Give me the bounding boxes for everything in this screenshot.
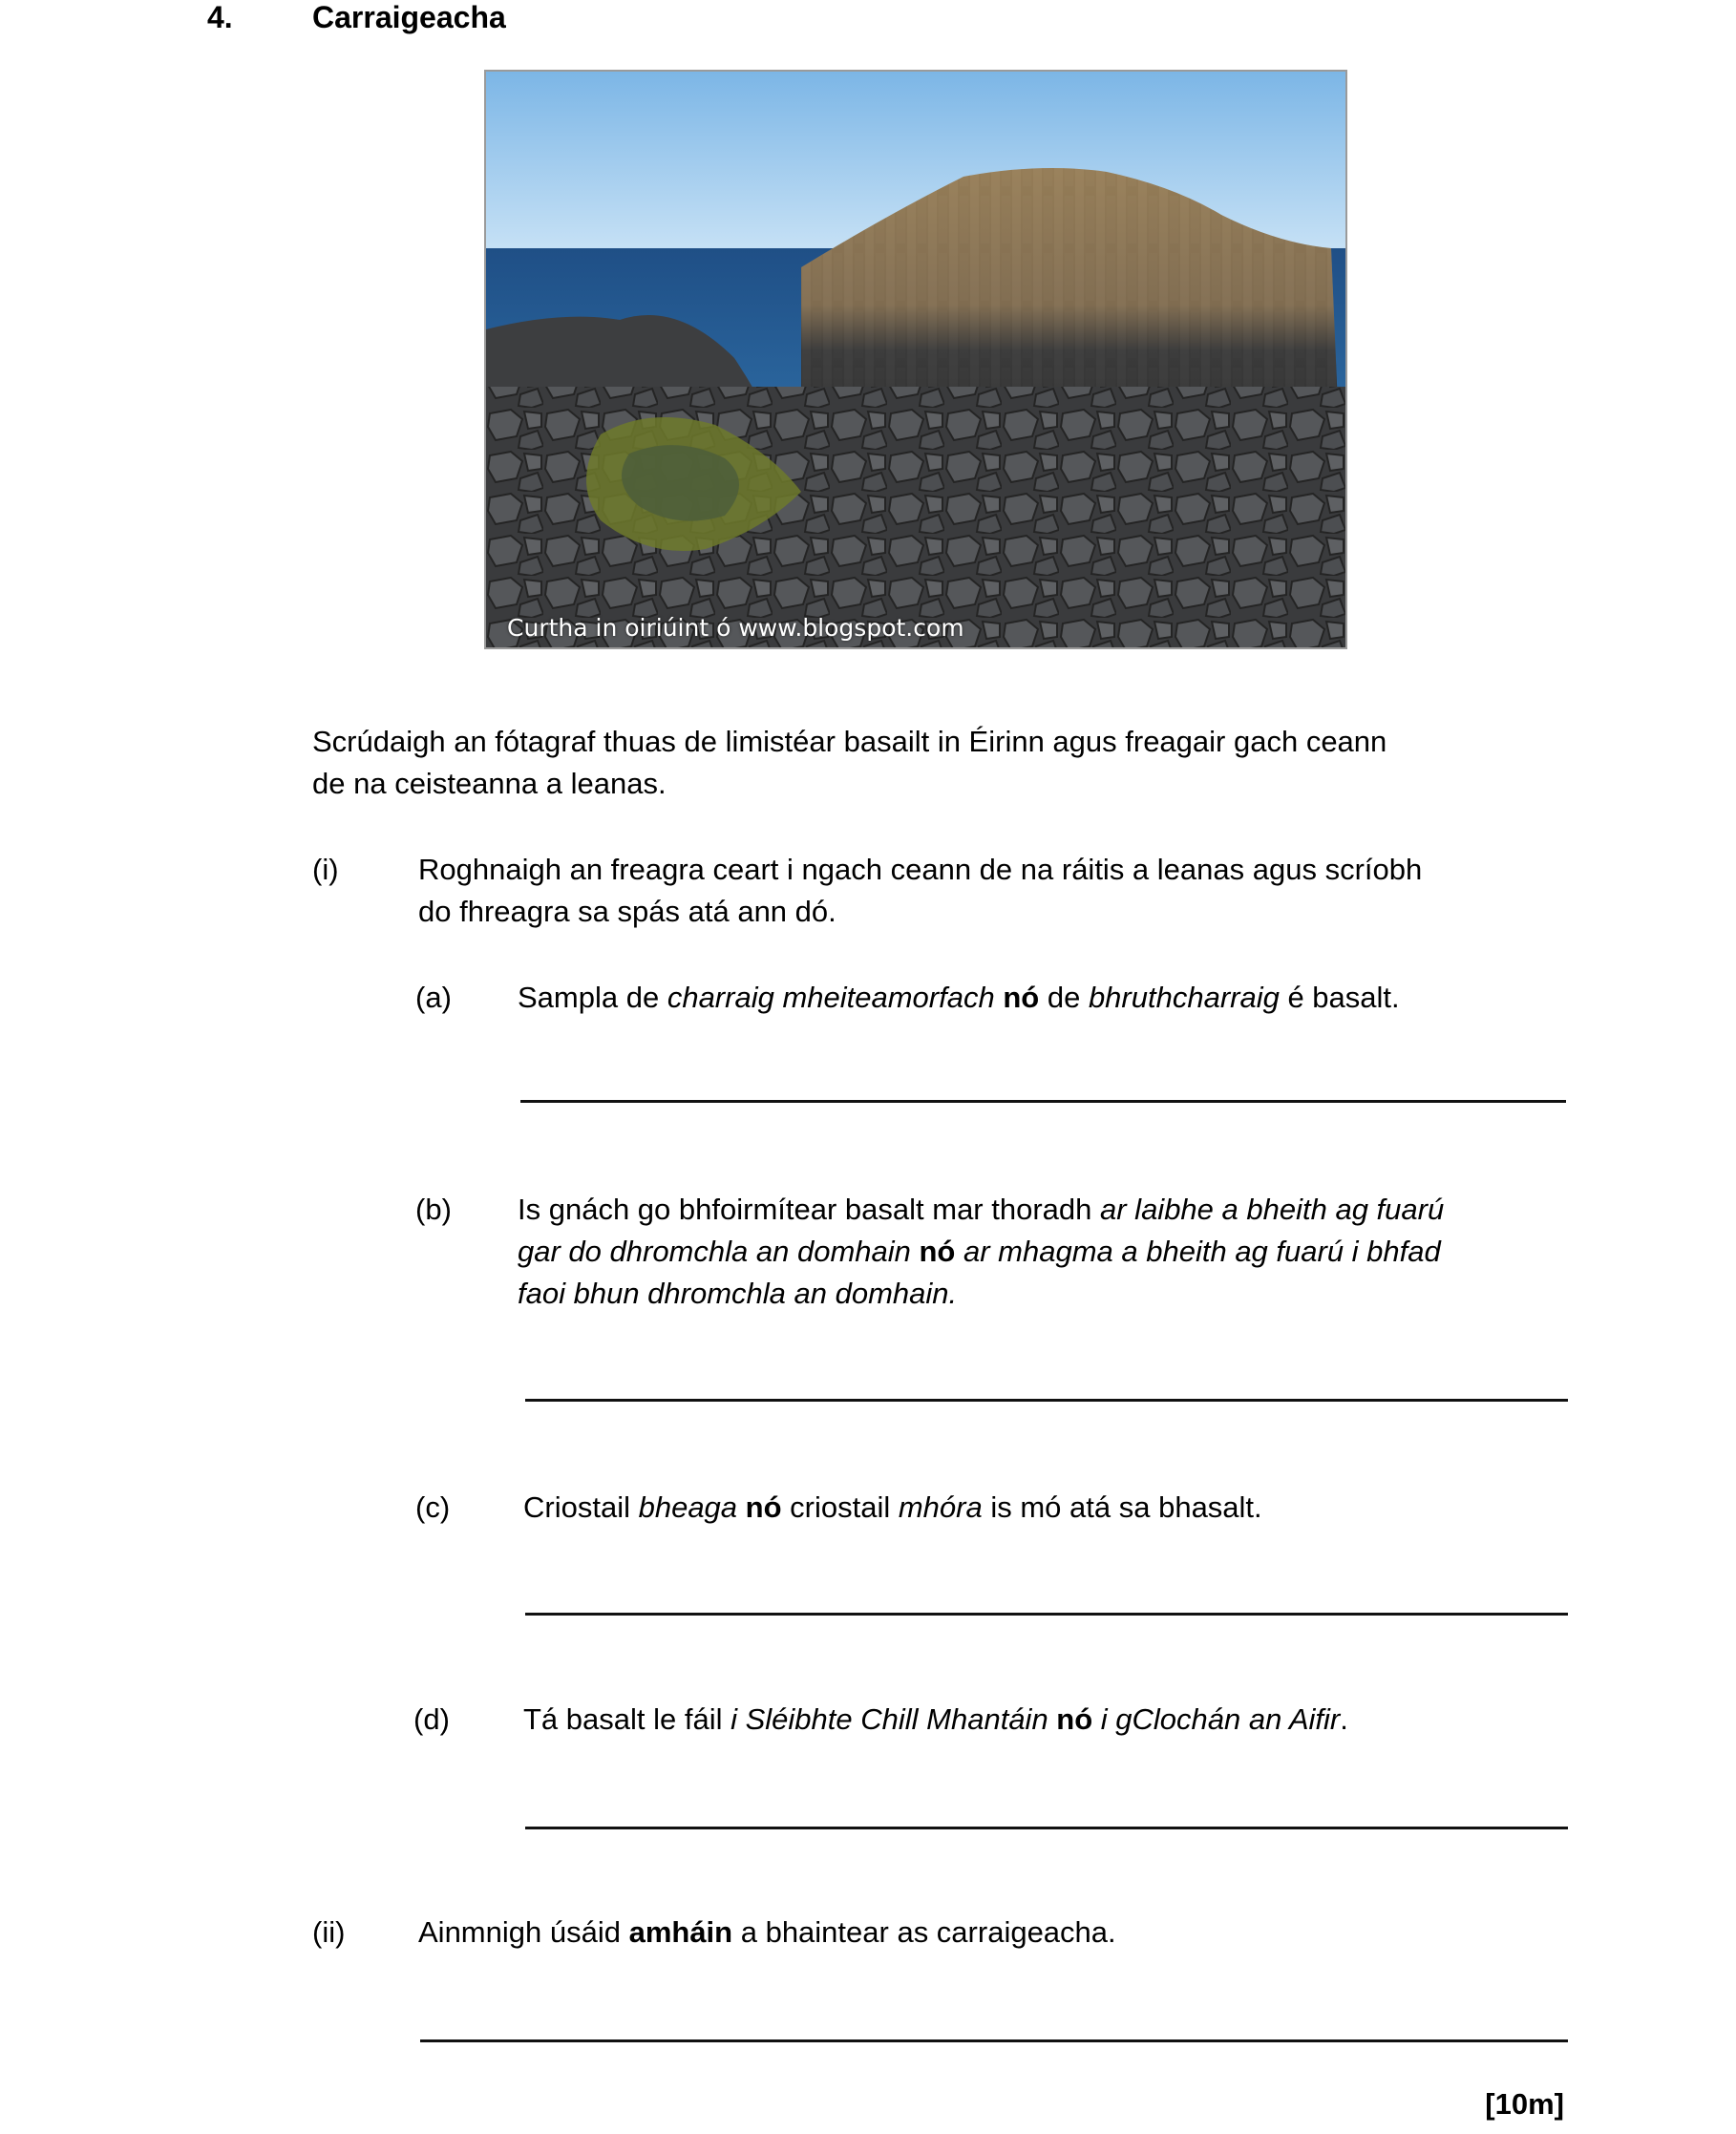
answer-line-c[interactable]	[525, 1613, 1568, 1616]
marks-label: [10m]	[1485, 2087, 1564, 2121]
part-i-label: (i)	[312, 853, 339, 886]
item-b-text: Is gnách go bhfoirmítear basalt mar thoradh	[518, 1193, 1100, 1226]
basalt-columns-image	[486, 72, 1345, 647]
item-a-or: nó	[994, 981, 1048, 1014]
item-a-option-2: bhruthcharraig	[1088, 981, 1280, 1014]
question-title: Carraigeacha	[312, 0, 506, 34]
item-c-statement	[523, 1487, 1262, 1529]
item-c-option-2: mhóra	[898, 1490, 983, 1524]
item-a-text: é basalt.	[1279, 981, 1400, 1014]
item-a-statement	[518, 977, 1400, 1019]
part-i-line-2: do fhreagra sa spás atá ann dó.	[418, 895, 836, 928]
part-ii-text: a bhaintear as carraigeacha.	[732, 1915, 1116, 1949]
item-c-text: criostail	[790, 1490, 899, 1524]
photo-credit: Curtha in oiriúint ó www.blogspot.com	[507, 614, 964, 642]
item-d-option-1: i Sléibhte Chill Mhantáin	[730, 1702, 1048, 1736]
item-b-option-1: ar laibhe a bheith ag fuarú	[1100, 1193, 1445, 1226]
item-a-label: (a)	[415, 981, 452, 1014]
item-b-label: (b)	[415, 1193, 452, 1226]
basalt-photo	[484, 70, 1347, 649]
part-ii-emphasis: amháin	[628, 1915, 733, 1949]
item-b-line-2	[518, 1231, 1441, 1273]
item-b-line-1	[518, 1189, 1444, 1231]
part-i-line-1: Roghnaigh an freagra ceart i ngach ceann de na ráitis a leanas agus scríobh	[418, 853, 1423, 886]
item-d-or: nó	[1048, 1702, 1101, 1736]
item-b-option-1-cont: gar do dhromchla an domhain	[518, 1235, 911, 1268]
item-c-label: (c)	[415, 1490, 451, 1524]
item-b-or: nó	[910, 1235, 963, 1268]
item-d-text: .	[1340, 1702, 1348, 1736]
answer-line-b[interactable]	[525, 1399, 1568, 1402]
item-d-statement	[523, 1699, 1348, 1741]
item-a-text: Sampla de	[518, 981, 667, 1014]
answer-line-ii[interactable]	[420, 2039, 1568, 2042]
item-a-text: de	[1047, 981, 1089, 1014]
item-d-label: (d)	[413, 1702, 450, 1736]
intro-line-2: de na ceisteanna a leanas.	[312, 767, 667, 800]
item-d-option-2: i gClochán an Aifir	[1100, 1702, 1341, 1736]
item-c-text: is mó atá sa bhasalt.	[982, 1490, 1262, 1524]
item-c-or: nó	[737, 1490, 791, 1524]
item-c-option-1: bheaga	[638, 1490, 738, 1524]
item-a-option-1: charraig mheiteamorfach	[667, 981, 995, 1014]
intro-line-1: Scrúdaigh an fótagraf thuas de limistéar basailt in Éirinn agus freagair gach ceann	[312, 725, 1387, 758]
answer-line-d[interactable]	[525, 1827, 1568, 1829]
item-b-option-2: ar mhagma a bheith ag fuarú i bhfad	[963, 1235, 1441, 1268]
part-ii-statement	[418, 1912, 1116, 1954]
answer-line-a[interactable]	[520, 1100, 1566, 1103]
item-b-line-3	[518, 1273, 957, 1315]
item-b-option-2-cont: faoi bhun dhromchla an domhain.	[518, 1277, 958, 1310]
item-d-text: Tá basalt le fáil	[523, 1702, 731, 1736]
question-number: 4.	[207, 0, 233, 34]
part-ii-label: (ii)	[312, 1915, 346, 1949]
item-c-text: Criostail	[523, 1490, 639, 1524]
part-ii-text: Ainmnigh úsáid	[418, 1915, 629, 1949]
